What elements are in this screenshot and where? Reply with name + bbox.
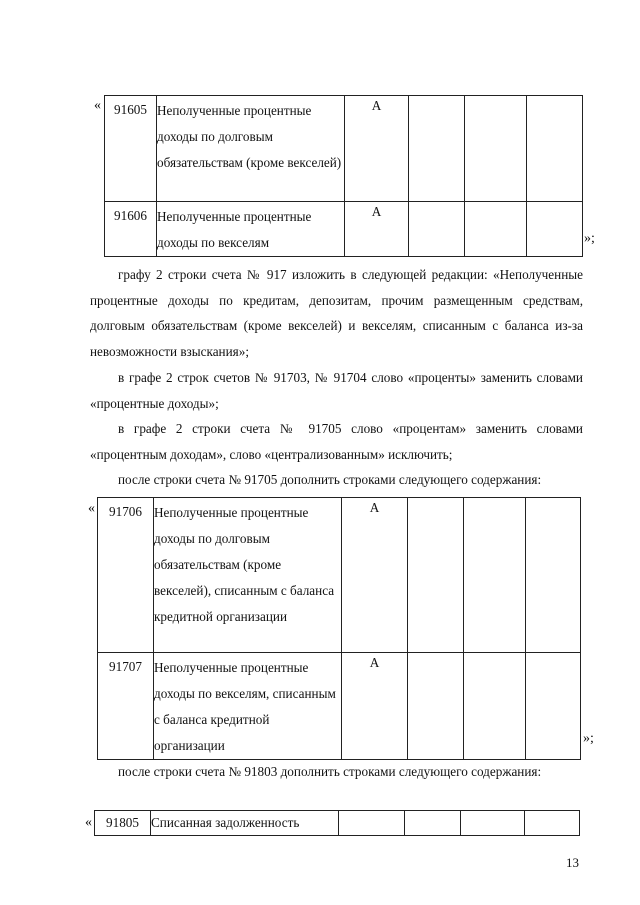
empty-cell — [409, 96, 465, 202]
account-characteristic: А — [342, 498, 408, 653]
account-code: 91707 — [98, 653, 154, 760]
account-characteristic — [339, 811, 405, 836]
account-name: Неполученные процентные доходы по долговым обязательствам (кроме векселей) — [157, 96, 345, 202]
account-characteristic: А — [342, 653, 408, 760]
table-row — [105, 202, 583, 257]
account-name: Неполученные процентные доходы по долговым обязательствам (кроме векселей), списанным с баланса кредитной организации — [154, 498, 342, 653]
empty-cell — [464, 498, 526, 653]
accounts-table-2 — [97, 497, 581, 760]
empty-cell — [526, 653, 581, 760]
empty-cell — [408, 498, 464, 653]
close-quote: »; — [583, 731, 594, 746]
paragraph-1: графу 2 строки счета № 917 изложить в следующей редакции: «Неполученные процентные доходы по кредитам, депозитам, прочим размещенным средствам, долговым обязательствам (кроме векселей) и векселям, списанным с баланса из-за невозможности взыскания»; — [90, 267, 583, 359]
account-characteristic: А — [345, 202, 409, 257]
paragraph-3: в графе 2 строки счета № 91705 слово «процентам» заменить словами «процентным доходам», слово «централизованным» исключить; — [90, 421, 583, 462]
empty-cell — [408, 653, 464, 760]
empty-cell — [527, 202, 583, 257]
empty-cell — [409, 202, 465, 257]
empty-cell — [461, 811, 525, 836]
empty-cell — [464, 653, 526, 760]
account-code: 91606 — [105, 202, 157, 257]
account-characteristic: А — [345, 96, 409, 202]
accounts-table-1 — [104, 95, 583, 257]
account-name: Неполученные процентные доходы по векселям — [157, 202, 345, 257]
account-code: 91605 — [105, 96, 157, 202]
close-quote: »; — [584, 231, 595, 246]
empty-cell — [527, 96, 583, 202]
page-number: 13 — [566, 855, 579, 870]
table-row — [105, 96, 583, 202]
account-code: 91805 — [95, 811, 151, 836]
empty-cell — [465, 96, 527, 202]
open-quote: « — [85, 815, 92, 830]
open-quote: « — [88, 501, 95, 516]
empty-cell — [525, 811, 580, 836]
empty-cell — [405, 811, 461, 836]
account-name: Неполученные процентные доходы по векселям, списанным с баланса кредитной организации — [154, 653, 342, 760]
account-code: 91706 — [98, 498, 154, 653]
table-row — [98, 653, 581, 760]
table-row — [98, 498, 581, 653]
paragraph-4: после строки счета № 91705 дополнить строками следующего содержания: — [118, 472, 542, 487]
open-quote: « — [94, 98, 101, 113]
paragraph-2: в графе 2 строк счетов № 91703, № 91704 слово «проценты» заменить словами «процентные доходы»; — [90, 370, 583, 411]
accounts-table-3 — [94, 810, 580, 836]
account-name: Списанная задолженность — [151, 811, 339, 836]
table-row — [95, 811, 580, 836]
empty-cell — [526, 498, 581, 653]
paragraph-5: после строки счета № 91803 дополнить строками следующего содержания: — [118, 764, 542, 779]
empty-cell — [465, 202, 527, 257]
